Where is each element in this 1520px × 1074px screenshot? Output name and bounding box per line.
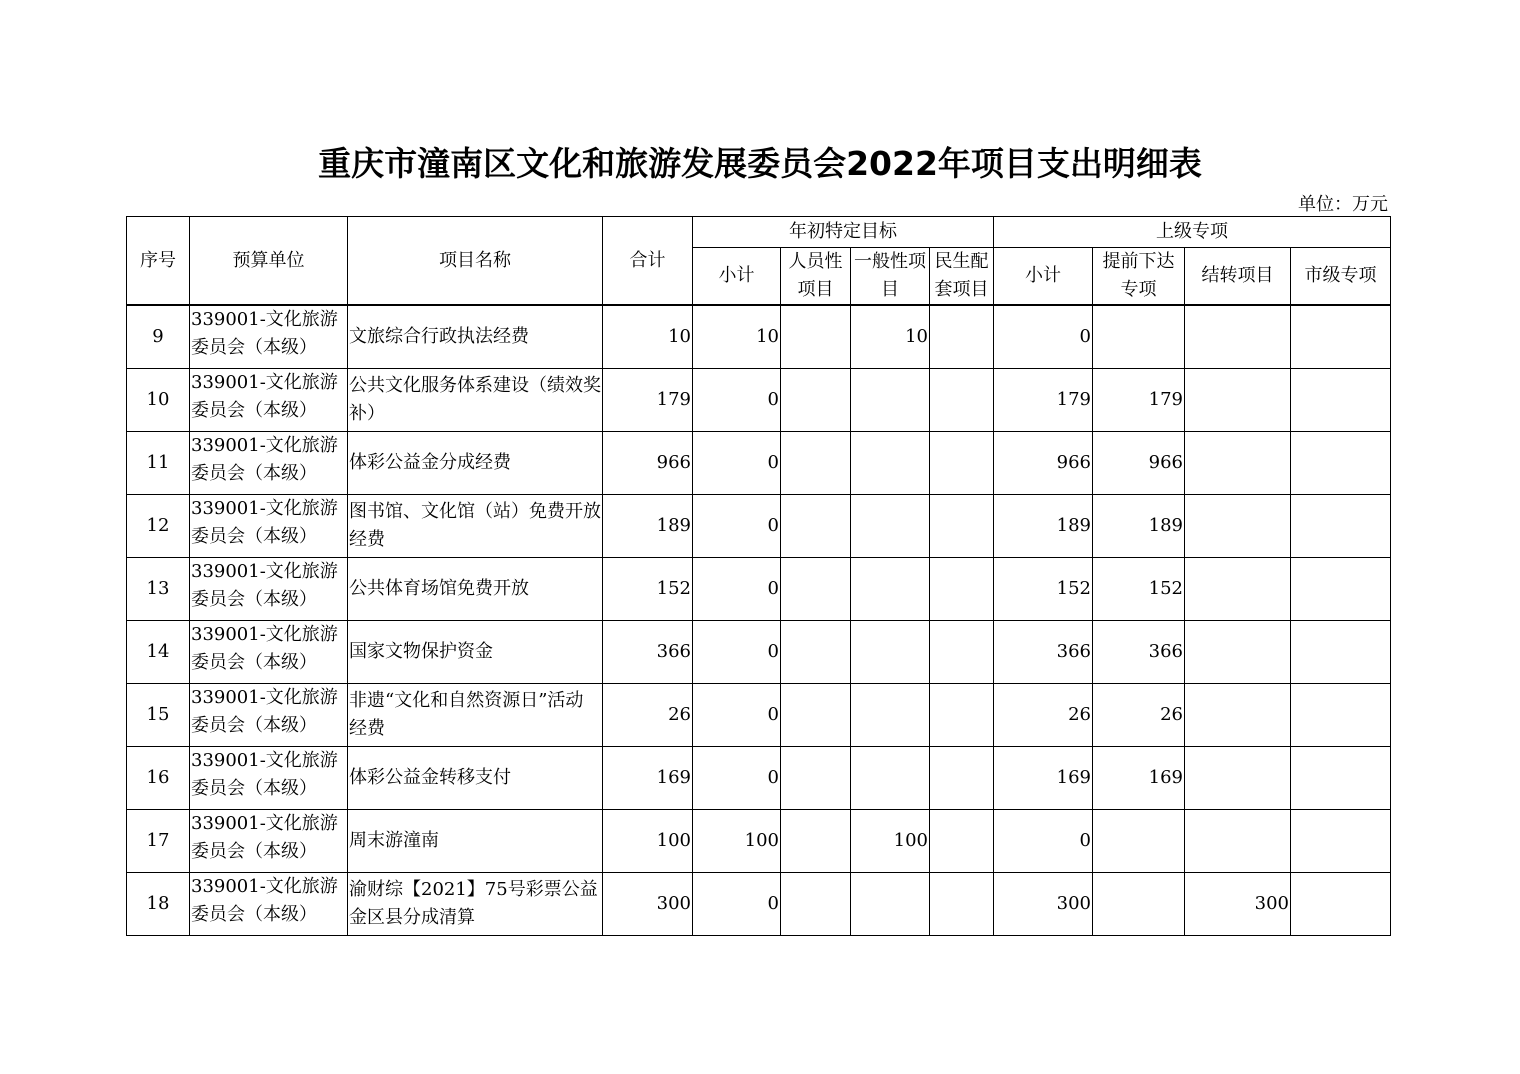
cell-total: 366 bbox=[603, 621, 693, 684]
cell-subtotal-b: 152 bbox=[994, 558, 1093, 621]
cell-carryover bbox=[1185, 684, 1291, 747]
header-personnel: 人员性项目 bbox=[781, 248, 851, 306]
cell-project: 周末游潼南 bbox=[348, 810, 603, 873]
cell-subtotal-b: 966 bbox=[994, 432, 1093, 495]
cell-city bbox=[1291, 305, 1391, 369]
table-row bbox=[127, 558, 1391, 621]
cell-general bbox=[851, 747, 930, 810]
cell-total: 179 bbox=[603, 369, 693, 432]
cell-total: 10 bbox=[603, 305, 693, 369]
cell-seq: 14 bbox=[127, 621, 190, 684]
cell-advance: 189 bbox=[1093, 495, 1185, 558]
cell-advance: 26 bbox=[1093, 684, 1185, 747]
cell-subtotal-b: 189 bbox=[994, 495, 1093, 558]
cell-project: 文旅综合行政执法经费 bbox=[348, 305, 603, 369]
cell-seq: 15 bbox=[127, 684, 190, 747]
cell-unit: 339001-文化旅游委员会（本级） bbox=[190, 369, 348, 432]
cell-livelihood bbox=[930, 621, 994, 684]
cell-general bbox=[851, 558, 930, 621]
cell-personnel bbox=[781, 558, 851, 621]
cell-unit: 339001-文化旅游委员会（本级） bbox=[190, 684, 348, 747]
cell-seq: 18 bbox=[127, 873, 190, 936]
cell-subtotal-a: 0 bbox=[693, 495, 781, 558]
cell-general bbox=[851, 432, 930, 495]
cell-subtotal-a: 0 bbox=[693, 684, 781, 747]
cell-personnel bbox=[781, 495, 851, 558]
cell-livelihood bbox=[930, 369, 994, 432]
header-subtotal-initial: 小计 bbox=[693, 248, 781, 306]
cell-project: 渝财综【2021】75号彩票公益金区县分成清算 bbox=[348, 873, 603, 936]
cell-advance bbox=[1093, 873, 1185, 936]
cell-livelihood bbox=[930, 432, 994, 495]
cell-livelihood bbox=[930, 873, 994, 936]
cell-personnel bbox=[781, 810, 851, 873]
cell-city bbox=[1291, 432, 1391, 495]
cell-unit: 339001-文化旅游委员会（本级） bbox=[190, 558, 348, 621]
cell-unit: 339001-文化旅游委员会（本级） bbox=[190, 621, 348, 684]
cell-city bbox=[1291, 747, 1391, 810]
cell-general bbox=[851, 684, 930, 747]
cell-total: 169 bbox=[603, 747, 693, 810]
cell-project: 国家文物保护资金 bbox=[348, 621, 603, 684]
cell-advance: 169 bbox=[1093, 747, 1185, 810]
table-row bbox=[127, 369, 1391, 432]
cell-project: 非遗“文化和自然资源日”活动经费 bbox=[348, 684, 603, 747]
cell-seq: 17 bbox=[127, 810, 190, 873]
cell-seq: 9 bbox=[127, 305, 190, 369]
cell-subtotal-b: 0 bbox=[994, 305, 1093, 369]
header-project: 项目名称 bbox=[348, 217, 603, 306]
cell-subtotal-b: 300 bbox=[994, 873, 1093, 936]
cell-carryover bbox=[1185, 495, 1291, 558]
project-expenditure-table bbox=[126, 216, 1391, 936]
page-title: 重庆市潼南区文化和旅游发展委员会2022年项目支出明细表 bbox=[318, 144, 1202, 183]
table-row bbox=[127, 810, 1391, 873]
cell-carryover bbox=[1185, 558, 1291, 621]
cell-livelihood bbox=[930, 684, 994, 747]
unit-label: 单位：万元 bbox=[1298, 194, 1388, 215]
cell-personnel bbox=[781, 684, 851, 747]
header-total: 合计 bbox=[603, 217, 693, 306]
cell-advance: 366 bbox=[1093, 621, 1185, 684]
cell-seq: 10 bbox=[127, 369, 190, 432]
cell-seq: 12 bbox=[127, 495, 190, 558]
table-row bbox=[127, 495, 1391, 558]
table-row bbox=[127, 621, 1391, 684]
cell-unit: 339001-文化旅游委员会（本级） bbox=[190, 747, 348, 810]
cell-subtotal-b: 0 bbox=[994, 810, 1093, 873]
header-advance: 提前下达专项 bbox=[1093, 248, 1185, 306]
cell-personnel bbox=[781, 369, 851, 432]
cell-subtotal-a: 0 bbox=[693, 621, 781, 684]
cell-carryover: 300 bbox=[1185, 873, 1291, 936]
cell-subtotal-a: 0 bbox=[693, 432, 781, 495]
header-subtotal-superior: 小计 bbox=[994, 248, 1093, 306]
cell-project: 公共体育场馆免费开放 bbox=[348, 558, 603, 621]
cell-subtotal-a: 0 bbox=[693, 747, 781, 810]
cell-subtotal-b: 179 bbox=[994, 369, 1093, 432]
cell-subtotal-b: 26 bbox=[994, 684, 1093, 747]
cell-total: 966 bbox=[603, 432, 693, 495]
cell-general bbox=[851, 621, 930, 684]
cell-livelihood bbox=[930, 305, 994, 369]
cell-general bbox=[851, 873, 930, 936]
cell-total: 189 bbox=[603, 495, 693, 558]
cell-city bbox=[1291, 873, 1391, 936]
cell-advance: 966 bbox=[1093, 432, 1185, 495]
table-row bbox=[127, 873, 1391, 936]
header-livelihood: 民生配套项目 bbox=[930, 248, 994, 306]
header-city: 市级专项 bbox=[1291, 248, 1391, 306]
header-group-superior: 上级专项 bbox=[994, 217, 1391, 248]
cell-subtotal-a: 100 bbox=[693, 810, 781, 873]
cell-advance: 179 bbox=[1093, 369, 1185, 432]
cell-city bbox=[1291, 621, 1391, 684]
cell-city bbox=[1291, 369, 1391, 432]
cell-livelihood bbox=[930, 495, 994, 558]
cell-carryover bbox=[1185, 621, 1291, 684]
cell-project: 图书馆、文化馆（站）免费开放经费 bbox=[348, 495, 603, 558]
cell-total: 26 bbox=[603, 684, 693, 747]
cell-general bbox=[851, 495, 930, 558]
cell-livelihood bbox=[930, 558, 994, 621]
cell-total: 152 bbox=[603, 558, 693, 621]
cell-unit: 339001-文化旅游委员会（本级） bbox=[190, 495, 348, 558]
cell-city bbox=[1291, 810, 1391, 873]
cell-seq: 11 bbox=[127, 432, 190, 495]
cell-personnel bbox=[781, 305, 851, 369]
table-row bbox=[127, 305, 1391, 369]
cell-seq: 16 bbox=[127, 747, 190, 810]
cell-unit: 339001-文化旅游委员会（本级） bbox=[190, 305, 348, 369]
cell-project: 体彩公益金转移支付 bbox=[348, 747, 603, 810]
cell-subtotal-a: 10 bbox=[693, 305, 781, 369]
cell-city bbox=[1291, 558, 1391, 621]
header-carryover: 结转项目 bbox=[1185, 248, 1291, 306]
cell-city bbox=[1291, 684, 1391, 747]
table-row bbox=[127, 684, 1391, 747]
cell-livelihood bbox=[930, 747, 994, 810]
cell-personnel bbox=[781, 873, 851, 936]
cell-personnel bbox=[781, 432, 851, 495]
table-row bbox=[127, 432, 1391, 495]
cell-subtotal-a: 0 bbox=[693, 369, 781, 432]
cell-advance: 152 bbox=[1093, 558, 1185, 621]
cell-seq: 13 bbox=[127, 558, 190, 621]
cell-unit: 339001-文化旅游委员会（本级） bbox=[190, 810, 348, 873]
header-group-initial: 年初特定目标 bbox=[693, 217, 994, 248]
table-row bbox=[127, 747, 1391, 810]
cell-general: 100 bbox=[851, 810, 930, 873]
cell-unit: 339001-文化旅游委员会（本级） bbox=[190, 432, 348, 495]
cell-total: 300 bbox=[603, 873, 693, 936]
cell-project: 公共文化服务体系建设（绩效奖补） bbox=[348, 369, 603, 432]
header-general: 一般性项目 bbox=[851, 248, 930, 306]
header-unit: 预算单位 bbox=[190, 217, 348, 306]
cell-carryover bbox=[1185, 810, 1291, 873]
cell-carryover bbox=[1185, 369, 1291, 432]
cell-livelihood bbox=[930, 810, 994, 873]
cell-general bbox=[851, 369, 930, 432]
cell-project: 体彩公益金分成经费 bbox=[348, 432, 603, 495]
header-seq: 序号 bbox=[127, 217, 190, 306]
cell-total: 100 bbox=[603, 810, 693, 873]
cell-subtotal-b: 169 bbox=[994, 747, 1093, 810]
cell-personnel bbox=[781, 747, 851, 810]
cell-carryover bbox=[1185, 432, 1291, 495]
cell-advance bbox=[1093, 810, 1185, 873]
cell-subtotal-a: 0 bbox=[693, 558, 781, 621]
cell-carryover bbox=[1185, 305, 1291, 369]
cell-personnel bbox=[781, 621, 851, 684]
cell-subtotal-a: 0 bbox=[693, 873, 781, 936]
cell-carryover bbox=[1185, 747, 1291, 810]
cell-subtotal-b: 366 bbox=[994, 621, 1093, 684]
cell-city bbox=[1291, 495, 1391, 558]
cell-unit: 339001-文化旅游委员会（本级） bbox=[190, 873, 348, 936]
cell-general: 10 bbox=[851, 305, 930, 369]
cell-advance bbox=[1093, 305, 1185, 369]
